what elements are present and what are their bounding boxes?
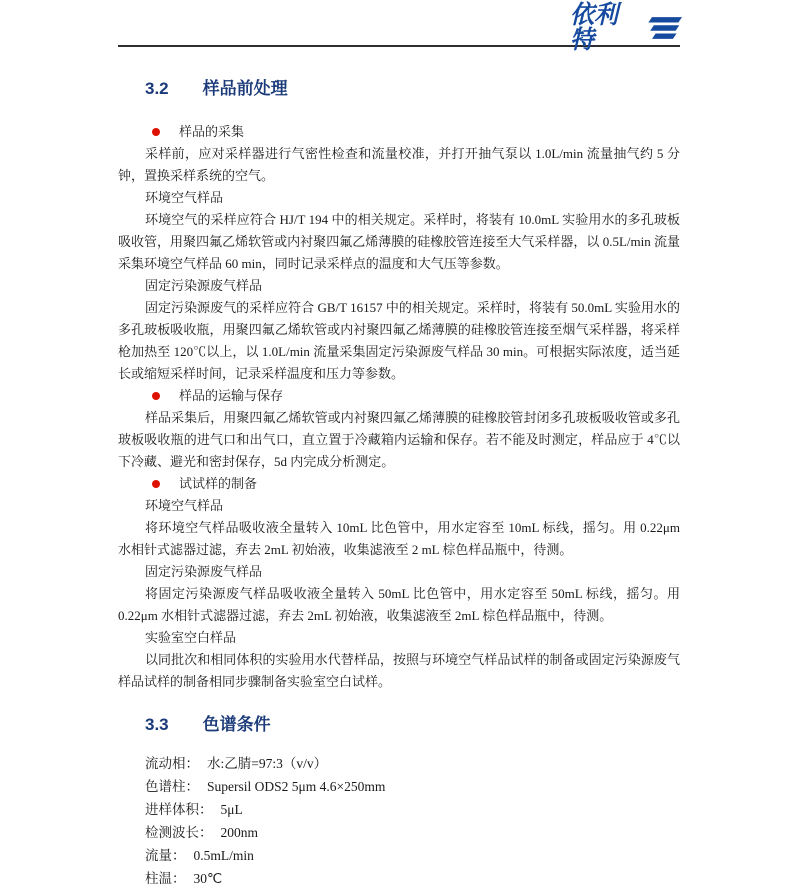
condition-label: 柱温： bbox=[145, 871, 186, 886]
condition-row bbox=[145, 752, 680, 775]
bullet-item bbox=[118, 385, 680, 407]
section-heading-3-2 bbox=[118, 74, 680, 99]
section-heading-3-3 bbox=[118, 710, 680, 735]
condition-label: 检测波长： bbox=[145, 825, 213, 840]
paragraph: 以同批次和相同体积的实验用水代替样品，按照与环境空气样品试样的制备或固定污染源废气样品试样的制备相同步骤制备实验室空白试样。 bbox=[118, 652, 680, 689]
paragraph: 采样前，应对采样器进行气密性检查和流量校准，并打开抽气泵以 1.0L/min 流量抽气约 5 分钟，置换采样系统的空气。 bbox=[118, 146, 680, 183]
bullet-item bbox=[118, 473, 680, 495]
paragraph: 环境空气的采样应符合 HJ/T 194 中的相关规定。采样时，将装有 10.0mL 实验用水的多孔玻板吸收管，用聚四氟乙烯软管或内衬聚四氟乙烯薄膜的硅橡胶管连接至大气采样器，以 0.5L/min 流量采集环境空气样品 60 min，同时记录采样点的温度和大气压等参数。 bbox=[118, 212, 680, 271]
section-3-2-body bbox=[118, 121, 680, 693]
chromatography-conditions bbox=[118, 752, 680, 890]
condition-value: 0.5mL/min bbox=[193, 848, 254, 863]
subheading: 环境空气样品 bbox=[145, 498, 224, 513]
bullet-label: 试试样的制备 bbox=[179, 476, 258, 491]
condition-row bbox=[145, 821, 680, 844]
bullet-label: 样品的运输与保存 bbox=[179, 388, 284, 403]
bullet-label: 样品的采集 bbox=[179, 124, 245, 139]
paragraph: 样品采集后，用聚四氟乙烯软管或内衬聚四氟乙烯薄膜的硅橡胶管封闭多孔玻板吸收管或多孔玻板吸收瓶的进气口和出气口，直立置于冷藏箱内运输和保存。若不能及时测定，样品应于 4℃以下冷藏、避光和密封保存，5d 内完成分析测定。 bbox=[118, 410, 680, 469]
condition-label: 色谱柱： bbox=[145, 779, 199, 794]
paragraph: 将环境空气样品吸收液全量转入 10mL 比色管中，用水定容至 10mL 标线，摇匀。用 0.22μm 水相针式滤器过滤，弃去 2mL 初始液，收集滤液至 2 mL 棕色样品瓶中，待测。 bbox=[118, 520, 680, 557]
bullet-item bbox=[118, 121, 680, 143]
condition-value: Supersil ODS2 5μm 4.6×250mm bbox=[207, 779, 386, 794]
subheading: 固定污染源废气样品 bbox=[145, 564, 263, 579]
condition-row bbox=[145, 798, 680, 821]
section-title: 色谱条件 bbox=[202, 715, 271, 734]
section-title: 样品前处理 bbox=[202, 79, 288, 98]
condition-row bbox=[145, 775, 680, 798]
condition-value: 5μL bbox=[220, 802, 243, 817]
condition-label: 流动相： bbox=[145, 756, 199, 771]
bullet-icon bbox=[152, 128, 160, 136]
logo-stripes-icon bbox=[642, 15, 682, 41]
condition-value: 30℃ bbox=[193, 871, 223, 886]
paragraph: 固定污染源废气的采样应符合 GB/T 16157 中的相关规定。采样时，将装有 50.0mL 实验用水的多孔玻板吸收瓶，用聚四氟乙烯软管或内衬聚四氟乙烯薄膜的硅橡胶管连接至烟气采样器，将采样枪加热至 120℃以上，以 1.0L/min 流量采集固定污染源废气样品 30 min。可根据实际浓度，适当延长或缩短采样时间，记录采样温度和压力等参数。 bbox=[118, 300, 680, 381]
condition-value: 200nm bbox=[220, 825, 259, 840]
condition-row bbox=[145, 867, 680, 890]
condition-value: 水:乙腈=97:3（v/v） bbox=[207, 756, 328, 771]
bullet-icon bbox=[152, 480, 160, 488]
condition-row bbox=[145, 844, 680, 867]
subheading: 固定污染源废气样品 bbox=[145, 278, 263, 293]
subheading: 实验室空白样品 bbox=[145, 630, 237, 645]
subheading: 环境空气样品 bbox=[145, 190, 224, 205]
brand-logo bbox=[570, 0, 682, 55]
condition-label: 流量： bbox=[145, 848, 186, 863]
bullet-icon bbox=[152, 392, 160, 400]
paragraph: 将固定污染源废气样品吸收液全量转入 50mL 比色管中，用水定容至 50mL 标线，摇匀。用 0.22μm 水相针式滤器过滤，弃去 2mL 初始液，收集滤液至 2mL 棕色样品瓶中，待测。 bbox=[118, 586, 680, 623]
section-number: 3.2 bbox=[145, 79, 169, 98]
condition-label: 进样体积： bbox=[145, 802, 213, 817]
logo-text: 依利特 bbox=[570, 0, 618, 55]
section-number: 3.3 bbox=[145, 715, 169, 734]
content-column bbox=[118, 68, 680, 890]
